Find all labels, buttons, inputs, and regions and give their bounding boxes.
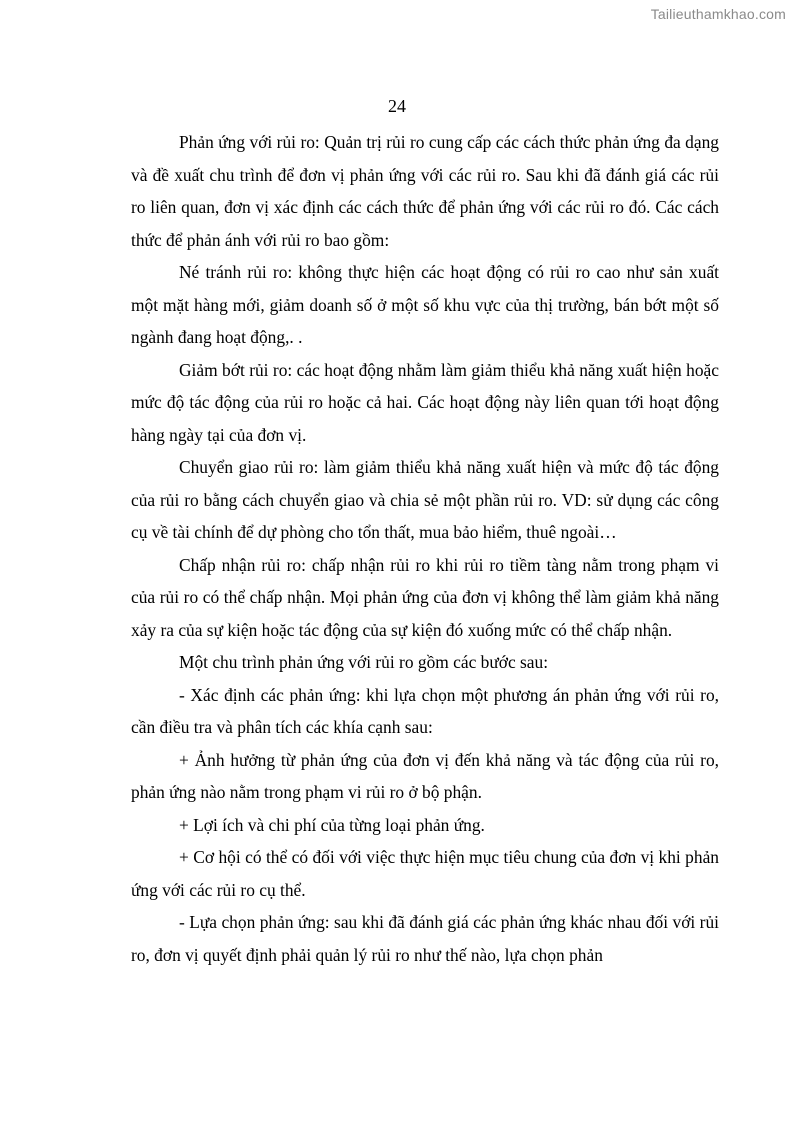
- paragraph-risk-avoidance: Né tránh rủi ro: không thực hiện các hoạt động có rủi ro cao như sản xuất một mặt hàng mới, giảm doanh số ở một số khu vực của thị trường, bán bớt một số ngành đang hoạt động,. .: [131, 262, 719, 347]
- page-number: 24: [388, 96, 406, 116]
- document-body: [131, 126, 719, 971]
- paragraph-risk-acceptance: Chấp nhận rủi ro: chấp nhận rủi ro khi rủi ro tiềm tàng nằm trong phạm vi của rủi ro có thể chấp nhận. Mọi phản ứng của đơn vị không thể làm giảm khả năng xảy ra của sự kiện hoặc tác động của sự kiện đó xuống mức có thể chấp nhận.: [131, 554, 719, 640]
- paragraph-select-response: - Lựa chọn phản ứng: sau khi đã đánh giá các phản ứng khác nhau đối với rủi ro, đơn vị quyết định phải quản lý rủi ro như thế nào, lựa chọn phản: [131, 912, 719, 965]
- paragraph-impact-aspect: + Ảnh hưởng từ phản ứng của đơn vị đến khả năng và tác động của rủi ro, phản ứng nào nằm trong phạm vi rủi ro ở bộ phận.: [131, 749, 719, 802]
- paragraph-identify-responses: - Xác định các phản ứng: khi lựa chọn một phương án phản ứng với rủi ro, cần điều tra và phân tích các khía cạnh sau:: [131, 684, 719, 737]
- paragraph-opportunity-aspect: + Cơ hội có thể có đối với việc thực hiện mục tiêu chung của đơn vị khi phản ứng với các rủi ro cụ thể.: [131, 847, 719, 900]
- paragraph-response-cycle: Một chu trình phản ứng với rủi ro gồm các bước sau:: [179, 652, 549, 672]
- paragraph-benefit-cost-aspect: + Lợi ích và chi phí của từng loại phản ứng.: [179, 814, 485, 835]
- paragraph-risk-reduction: Giảm bớt rủi ro: các hoạt động nhằm làm giảm thiểu khả năng xuất hiện hoặc mức độ tác động của rủi ro hoặc cả hai. Các hoạt động này liên quan tới hoạt động hàng ngày tại của đơn vị.: [131, 359, 719, 445]
- paragraph-risk-response: Phản ứng với rủi ro: Quản trị rủi ro cung cấp các cách thức phản ứng đa dạng và đề xuất chu trình để đơn vị phản ứng với các rủi ro. Sau khi đã đánh giá các rủi ro liên quan, đơn vị xác định các cách thức để phản ứng với các rủi ro đó. Các cách thức để phản ánh với rủi ro bao gồm:: [131, 132, 719, 250]
- watermark: Tailieuthamkhao.com: [650, 6, 786, 22]
- paragraph-risk-transfer: Chuyển giao rủi ro: làm giảm thiểu khả năng xuất hiện và mức độ tác động của rủi ro bằng cách chuyển giao và chia sẻ một phần rủi ro. VD: sử dụng các công cụ về tài chính để dự phòng cho tổn thất, mua bảo hiểm, thuê ngoài…: [131, 457, 719, 542]
